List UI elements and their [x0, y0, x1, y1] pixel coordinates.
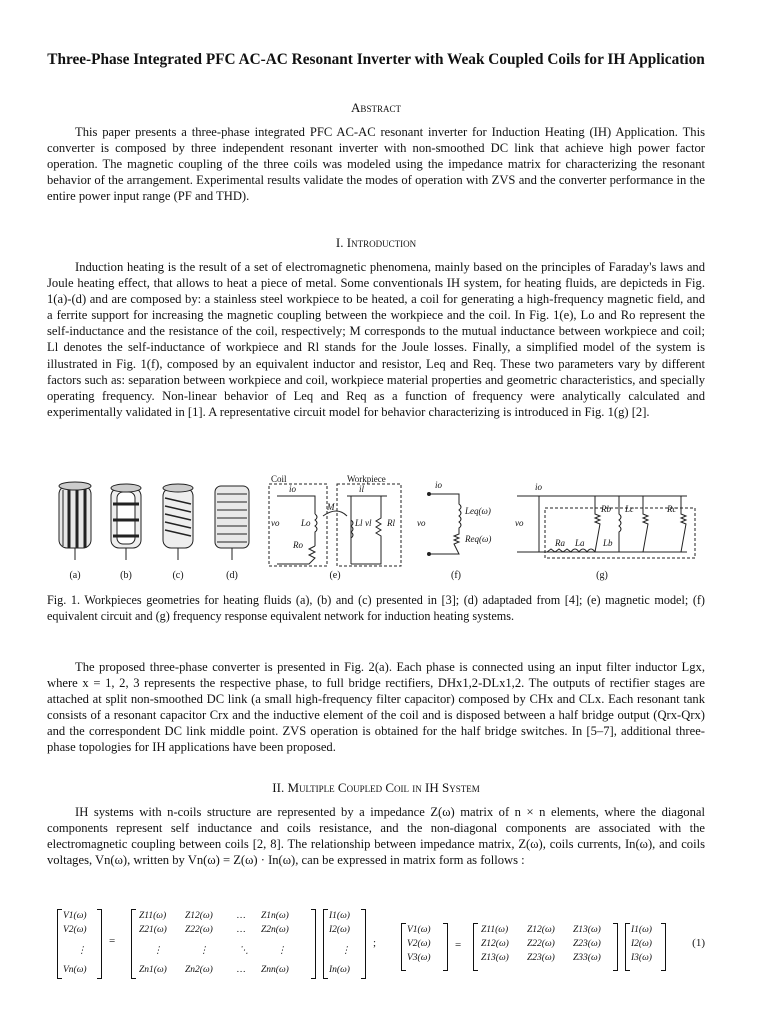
- bracket: [473, 923, 478, 971]
- fig-label-g: (g): [596, 570, 608, 581]
- fig-e-Rl: Rl: [387, 518, 395, 528]
- fig-g-La: La: [575, 538, 585, 548]
- fig-e-il: il: [359, 484, 365, 494]
- i-entry: ⋮: [341, 946, 351, 956]
- fig-label-a: (a): [69, 570, 81, 581]
- section-1-heading: I. Introduction: [335, 235, 417, 250]
- bracket: [57, 909, 62, 979]
- equals-sign: =: [109, 935, 116, 947]
- intro-paragraph: Induction heating is the result of a set of electromagnetic phenomena, mainly based on the principles of Faraday's laws and Joule heating effect, that allows to heat a piece of metal. Some conventionals IH system, for heating fluids, are depicteds in Fig. 1(a)-(d) and are composed by: a stainless steel workpiece to be heated, a coil for generating a high-frequency magnetic field, and a ferrite support for increasing the magnetic coupling between the workpiece and the coil. In Fig. 1(e), Lo and Ro represent the self-inductance and the resistance of the coil, respectively; M corresponds to the mutual inductance between workpiece and coil; Ll denotes the self-inductance of workpiece and Rl stands for the Joule losses. Finally, a simplified model of the system is illustrated in Fig. 1(f), composed by an equivalent inductor and resistor, Leq and Req. These two parameters vary by different factors such as: separation between workpiece and coil, workpiece material properties and geometric characteristics, and specially operating frequency. Non-linear behavior of Leq and Req as a function of frequency were analytically calculated and experimentally validated in [1]. A representative circuit model for behavior characterizing is introduced in Fig. 1(g) [2].: [47, 260, 705, 419]
- z-entry: Zn1(ω): [139, 965, 167, 975]
- bracket: [661, 923, 666, 971]
- section-1-paragraph-2: [47, 659, 705, 756]
- equivalent-circuit-f: [428, 493, 462, 556]
- fig-f-vo: vo: [417, 518, 426, 528]
- v-entry: V1(ω): [63, 911, 87, 921]
- z-entry: Zn2(ω): [185, 965, 213, 975]
- fig-g-vo: vo: [515, 518, 524, 528]
- workpiece-label: Workpiece: [347, 474, 386, 484]
- paper-title: Three-Phase Integrated PFC AC-AC Resonant Inverter with Weak Coupled Coils for IH Application: [47, 51, 705, 68]
- bracket: [131, 909, 136, 979]
- fig-g-Ra: Ra: [555, 538, 565, 548]
- fig-g-Lb: Lb: [603, 538, 613, 548]
- equals-sign: =: [455, 939, 462, 951]
- i-entry: I1(ω): [329, 911, 350, 921]
- workpiece-b-image: [111, 484, 141, 560]
- z-entry: Z33(ω): [573, 953, 601, 963]
- v-entry: V1(ω): [407, 925, 431, 935]
- separator: ;: [373, 937, 377, 949]
- fig-g-Rc: Rc: [667, 504, 677, 514]
- section-2-heading: II. Multiple Coupled Coil in IH System: [272, 780, 480, 795]
- z-entry: Z13(ω): [573, 925, 601, 935]
- v-entry: Vn(ω): [63, 965, 87, 975]
- bracket: [323, 909, 328, 979]
- bracket: [625, 923, 630, 971]
- i-entry: I1(ω): [631, 925, 652, 935]
- v-entry: V3(ω): [407, 953, 431, 963]
- z-entry: Z13(ω): [481, 953, 509, 963]
- i-entry: I2(ω): [329, 925, 350, 935]
- fig-e-Ll: Ll: [355, 518, 363, 528]
- v-entry: V2(ω): [407, 939, 431, 949]
- fig-g-Lc: Lc: [625, 504, 634, 514]
- fig-label-b: (b): [120, 570, 132, 581]
- z-entry: Z1n(ω): [261, 911, 289, 921]
- general-z-matrix: [139, 911, 319, 979]
- v-entry: V2(ω): [63, 925, 87, 935]
- fig-label-f: (f): [451, 570, 461, 581]
- magnetic-model-e: [269, 484, 401, 566]
- fig-e-Lo: Lo: [301, 518, 311, 528]
- z-entry: ⋱: [239, 946, 249, 956]
- z-entry: Z22(ω): [185, 925, 213, 935]
- z-entry: ⋮: [199, 946, 209, 956]
- z-entry: …: [237, 925, 246, 935]
- bracket: [361, 909, 366, 979]
- fig-g-Rb: Rb: [601, 504, 611, 514]
- section-1-paragraph-1: [47, 259, 705, 420]
- bracket: [613, 923, 618, 971]
- workpiece-a-image: [59, 482, 91, 560]
- bracket: [443, 923, 448, 971]
- converter-paragraph: The proposed three-phase converter is presented in Fig. 2(a). Each phase is connected using an input filter inductor Lgx, where x = 1, 2, 3 represents the respective phase, to full bridge rectifiers, DHx1,2-DLx1,2. The outputs of rectifier stages are attached at split non-smoothed DC link (a small high-frequency filter capacitor) composed by CHx and CLx. Each resonant tank consists of a resonant capacitor Crx and the inductive element of the coil and is disposed between a half bridge output (Qrx-Qrx) and the correspondent DC link middle point. ZVS operation is obtained for the half bridge switches. In [5–7], additional three-phase topologies for IH applications have been proposed.: [47, 660, 705, 755]
- workpiece-c-image: [163, 484, 193, 560]
- z-entry: …: [237, 911, 246, 921]
- z-entry: Z2n(ω): [261, 925, 289, 935]
- z-entry: Z12(ω): [527, 925, 555, 935]
- fig-f-Leq: Leq(ω): [465, 506, 491, 516]
- v-entry: ⋮: [77, 946, 87, 956]
- equation-number: (1): [692, 937, 705, 949]
- figure-1-drawing: [47, 474, 705, 574]
- fig-e-io: io: [289, 484, 297, 494]
- fig-e-M: M: [327, 502, 335, 512]
- section-2-paragraph-1: [47, 804, 705, 868]
- z-entry: …: [237, 965, 246, 975]
- z-entry: Z12(ω): [481, 939, 509, 949]
- bracket: [97, 909, 102, 979]
- fig-f-Req: Req(ω): [465, 534, 492, 544]
- abstract-paragraph: This paper presents a three-phase integrated PFC AC-AC resonant inverter for Induction Heating (IH) Application. This converter is composed by three independent resonant inverter with non-smoothed DC link that achieve high power factor operation. The magnetic coupling of the three coils was modeled using the impedance matrix for characterizing the resonant behavior of the arrangement. Experimental results validate the modes of operation with ZVS and the converter performance in the entire power input range (PF and THD).: [47, 125, 705, 204]
- fig-e-Ro: Ro: [293, 540, 303, 550]
- z-entry: Z11(ω): [481, 925, 509, 935]
- z-entry: Z12(ω): [185, 911, 213, 921]
- fig-label-e: (e): [329, 570, 341, 581]
- figure-1: [47, 474, 705, 586]
- abstract-heading: Abstract: [351, 100, 401, 115]
- fig-f-io: io: [435, 480, 443, 490]
- fig-e-vl: vl: [365, 518, 372, 528]
- z-entry: Znn(ω): [261, 965, 289, 975]
- z-entry: Z11(ω): [139, 911, 167, 921]
- z-entry: Z21(ω): [139, 925, 167, 935]
- coil-label: Coil: [271, 474, 287, 484]
- i-entry: In(ω): [329, 965, 350, 975]
- z-entry: Z22(ω): [527, 939, 555, 949]
- fig-label-d: (d): [226, 570, 238, 581]
- figure-1-caption: Fig. 1. Workpieces geometries for heating fluids (a), (b) and (c) presented in [3]; (d) adaptaded from [4]; (e) magnetic model; (f) equivalent circuit and (g) frequency response equivalent network for induction heating systems.: [47, 593, 705, 623]
- abstract-text: [47, 124, 705, 204]
- fig-label-c: (c): [172, 570, 184, 581]
- i-entry: I2(ω): [631, 939, 652, 949]
- i-entry: I3(ω): [631, 953, 652, 963]
- coupled-coil-paragraph: IH systems with n-coils structure are represented by a impedance Z(ω) matrix of n × n elements, where the diagonal components represent self inductance and coils resistance, and the non-diagonal components are associated with the electromagnetic coupling between coils [2, 8]. The relationship between impedance matrix, Z(ω), coils currents, In(ω), and coils voltages, Vn(ω), written by Vn(ω) = Z(ω) · In(ω), can be expressed in matrix form as follows :: [47, 805, 705, 868]
- z-entry: Z23(ω): [527, 953, 555, 963]
- z-entry: Z23(ω): [573, 939, 601, 949]
- fig-g-io: io: [535, 482, 543, 492]
- fig-e-vo: vo: [271, 518, 280, 528]
- bracket: [401, 923, 406, 971]
- z-entry: ⋮: [153, 946, 163, 956]
- equation-1: [47, 905, 705, 985]
- bracket: [311, 909, 316, 979]
- z-entry: ⋮: [277, 946, 287, 956]
- workpiece-d-image: [215, 486, 249, 560]
